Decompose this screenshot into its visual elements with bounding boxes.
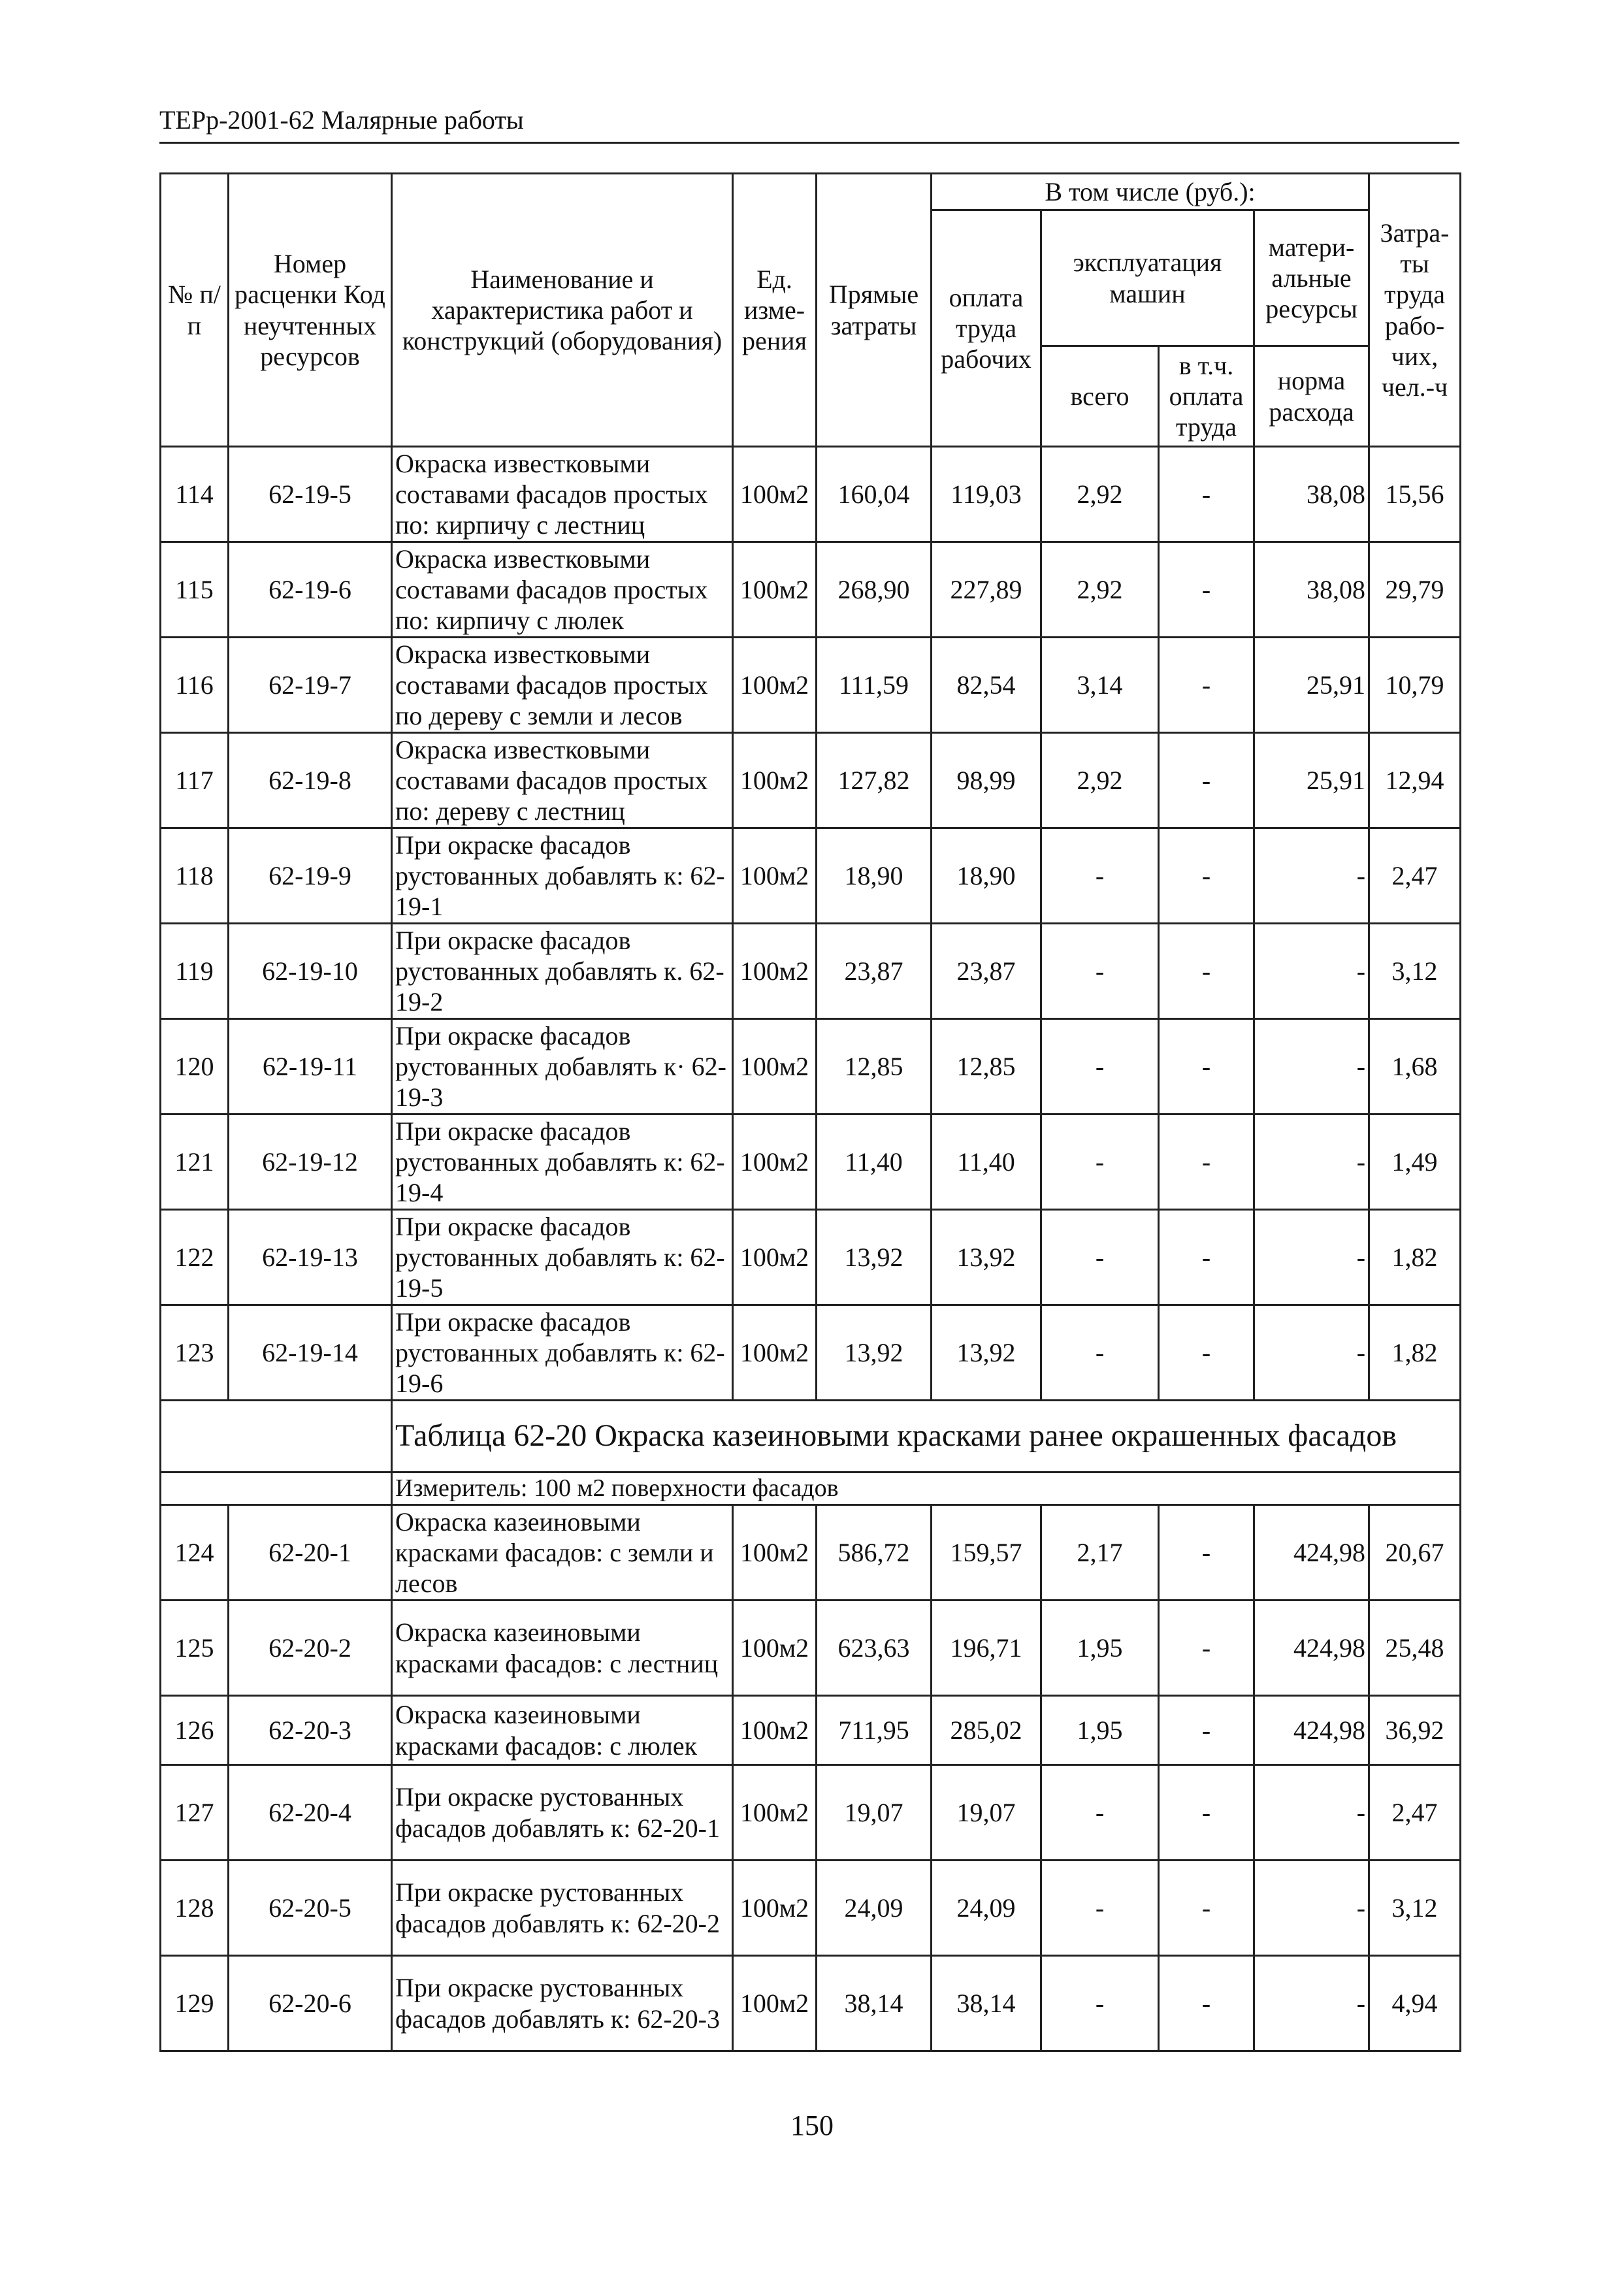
cell-machines-pay: - — [1159, 1505, 1254, 1601]
col-header-name: Наименование и характеристика работ и конструкций (оборудования) — [392, 174, 733, 447]
cell-labor-pay: 23,87 — [932, 924, 1041, 1019]
cell-rate-code: 62-19-11 — [229, 1019, 392, 1114]
cell-labor-hours: 10,79 — [1369, 638, 1461, 733]
cell-work-name: При окраске фасадов рустованных добавлять к: 62-19-4 — [392, 1114, 733, 1210]
cell-unit: 100м2 — [733, 1505, 817, 1601]
section-title: Таблица 62-20 Окраска казеиновыми красками ранее окрашенных фасадов — [392, 1401, 1461, 1472]
cell-labor-hours: 15,56 — [1369, 447, 1461, 542]
cell-labor-hours: 2,47 — [1369, 1765, 1461, 1861]
cell-labor-hours: 1,82 — [1369, 1305, 1461, 1401]
cell-labor-pay: 119,03 — [932, 447, 1041, 542]
table-row — [161, 638, 1461, 733]
cell-materials-norm: 424,98 — [1254, 1696, 1369, 1765]
cell-direct-costs: 19,07 — [817, 1765, 932, 1861]
cell-row-number: 128 — [161, 1861, 229, 1956]
cell-row-number: 122 — [161, 1210, 229, 1305]
cell-machines-pay: - — [1159, 542, 1254, 638]
cell-machines-pay: - — [1159, 1601, 1254, 1696]
cell-labor-pay: 24,09 — [932, 1861, 1041, 1956]
table-row — [161, 447, 1461, 542]
cell-labor-hours: 25,48 — [1369, 1601, 1461, 1696]
cell-materials-norm: - — [1254, 1861, 1369, 1956]
cell-rate-code: 62-19-7 — [229, 638, 392, 733]
cell-unit: 100м2 — [733, 924, 817, 1019]
cell-unit: 100м2 — [733, 1019, 817, 1114]
table-row — [161, 733, 1461, 828]
cell-direct-costs: 13,92 — [817, 1210, 932, 1305]
cell-labor-pay: 227,89 — [932, 542, 1041, 638]
cell-materials-norm: 424,98 — [1254, 1601, 1369, 1696]
cell-unit: 100м2 — [733, 1765, 817, 1861]
cell-unit: 100м2 — [733, 1114, 817, 1210]
cell-labor-hours: 4,94 — [1369, 1956, 1461, 2051]
cell-labor-hours: 29,79 — [1369, 542, 1461, 638]
cell-rate-code: 62-20-1 — [229, 1505, 392, 1601]
col-header-incl: В том числе (руб.): — [932, 174, 1369, 210]
cell-work-name: Окраска казеиновыми красками фасадов: с лестниц — [392, 1601, 733, 1696]
cell-machines-pay: - — [1159, 1956, 1254, 2051]
cell-labor-pay: 19,07 — [932, 1765, 1041, 1861]
table-row — [161, 542, 1461, 638]
cell-machines-total: 2,92 — [1041, 733, 1159, 828]
cell-labor-pay: 38,14 — [932, 1956, 1041, 2051]
cell-direct-costs: 11,40 — [817, 1114, 932, 1210]
cell-rate-code: 62-19-6 — [229, 542, 392, 638]
cell-machines-total: - — [1041, 1210, 1159, 1305]
cell-labor-pay: 285,02 — [932, 1696, 1041, 1765]
table-header — [161, 174, 1461, 447]
page-number: 150 — [790, 2109, 834, 2141]
cell-unit: 100м2 — [733, 1601, 817, 1696]
cell-work-name: При окраске фасадов рустованных добавлять к: 62-19-6 — [392, 1305, 733, 1401]
cell-unit: 100м2 — [733, 1210, 817, 1305]
cell-rate-code: 62-19-14 — [229, 1305, 392, 1401]
cell-machines-total: 2,92 — [1041, 542, 1159, 638]
cell-unit: 100м2 — [733, 1956, 817, 2051]
cell-materials-norm: - — [1254, 1305, 1369, 1401]
cell-unit: 100м2 — [733, 1305, 817, 1401]
cell-work-name: Окраска казеиновыми красками фасадов: с земли и лесов — [392, 1505, 733, 1601]
cell-machines-total: 1,95 — [1041, 1696, 1159, 1765]
cell-direct-costs: 24,09 — [817, 1861, 932, 1956]
cell-machines-total: 2,17 — [1041, 1505, 1159, 1601]
cell-labor-pay: 11,40 — [932, 1114, 1041, 1210]
col-header-norm: норма расхода — [1254, 346, 1369, 447]
table-row — [161, 1114, 1461, 1210]
cell-unit: 100м2 — [733, 733, 817, 828]
cell-row-number: 117 — [161, 733, 229, 828]
cell-materials-norm: - — [1254, 1210, 1369, 1305]
cell-machines-pay: - — [1159, 924, 1254, 1019]
cell-machines-pay: - — [1159, 1019, 1254, 1114]
cell-machines-pay: - — [1159, 733, 1254, 828]
cell-labor-hours: 12,94 — [1369, 733, 1461, 828]
cell-labor-hours: 1,82 — [1369, 1210, 1461, 1305]
cell-direct-costs: 268,90 — [817, 542, 932, 638]
cell-machines-total: 3,14 — [1041, 638, 1159, 733]
cell-row-number: 129 — [161, 1956, 229, 2051]
cell-machines-pay: - — [1159, 828, 1254, 924]
cell-labor-pay: 196,71 — [932, 1601, 1041, 1696]
cell-machines-total: - — [1041, 1765, 1159, 1861]
cell-labor-hours: 3,12 — [1369, 1861, 1461, 1956]
cell-unit: 100м2 — [733, 828, 817, 924]
col-header-pay: оплата труда рабочих — [932, 210, 1041, 447]
cell-work-name: При окраске фасадов рустованных добавлять к· 62-19-3 — [392, 1019, 733, 1114]
cell-materials-norm: 38,08 — [1254, 542, 1369, 638]
cell-row-number: 115 — [161, 542, 229, 638]
col-header-machines-total: всего — [1041, 346, 1159, 447]
cell-machines-total: 2,92 — [1041, 447, 1159, 542]
cell-rate-code: 62-20-5 — [229, 1861, 392, 1956]
cell-rate-code: 62-19-10 — [229, 924, 392, 1019]
cell-row-number: 124 — [161, 1505, 229, 1601]
cell-machines-total: - — [1041, 1861, 1159, 1956]
cell-labor-pay: 13,92 — [932, 1305, 1041, 1401]
cell-direct-costs: 127,82 — [817, 733, 932, 828]
cell-work-name: Окраска известковыми составами фасадов простых по: кирпичу с лестниц — [392, 447, 733, 542]
cell-labor-hours: 2,47 — [1369, 828, 1461, 924]
cell-work-name: Окраска известковыми составами фасадов простых по: дереву с лестниц — [392, 733, 733, 828]
cell-unit: 100м2 — [733, 1696, 817, 1765]
cell-rate-code: 62-20-2 — [229, 1601, 392, 1696]
col-header-unit: Ед. изме-рения — [733, 174, 817, 447]
cell-direct-costs: 111,59 — [817, 638, 932, 733]
cell-row-number: 120 — [161, 1019, 229, 1114]
section-measure: Измеритель: 100 м2 поверхности фасадов — [392, 1472, 1461, 1505]
cell-unit: 100м2 — [733, 447, 817, 542]
table-row — [161, 1696, 1461, 1765]
cell-rate-code: 62-20-3 — [229, 1696, 392, 1765]
table-row — [161, 1956, 1461, 2051]
cell-direct-costs: 13,92 — [817, 1305, 932, 1401]
cell-direct-costs: 623,63 — [817, 1601, 932, 1696]
cell-row-number: 125 — [161, 1601, 229, 1696]
cell-row-number: 127 — [161, 1765, 229, 1861]
cell-machines-total: - — [1041, 1305, 1159, 1401]
cell-machines-total: - — [1041, 1956, 1159, 2051]
table-row — [161, 1305, 1461, 1401]
cell-machines-pay: - — [1159, 1210, 1254, 1305]
col-header-materials: матери-альные ресурсы — [1254, 210, 1369, 346]
cell-machines-pay: - — [1159, 1696, 1254, 1765]
section-blank-cell — [161, 1472, 392, 1505]
cell-materials-norm: - — [1254, 1956, 1369, 2051]
cell-row-number: 118 — [161, 828, 229, 924]
cell-labor-hours: 20,67 — [1369, 1505, 1461, 1601]
cell-unit: 100м2 — [733, 1861, 817, 1956]
cell-machines-pay: - — [1159, 1861, 1254, 1956]
table-row — [161, 828, 1461, 924]
cell-work-name: Окраска известковыми составами фасадов простых по дереву с земли и лесов — [392, 638, 733, 733]
cell-row-number: 126 — [161, 1696, 229, 1765]
col-header-labor: Затра-ты труда рабо-чих, чел.-ч — [1369, 174, 1461, 447]
cell-materials-norm: - — [1254, 1765, 1369, 1861]
cell-labor-pay: 13,92 — [932, 1210, 1041, 1305]
col-header-direct: Прямые затраты — [817, 174, 932, 447]
cell-unit: 100м2 — [733, 542, 817, 638]
cell-machines-total: - — [1041, 1114, 1159, 1210]
cell-materials-norm: - — [1254, 1114, 1369, 1210]
table-row — [161, 924, 1461, 1019]
table-row — [161, 1019, 1461, 1114]
table-row — [161, 1765, 1461, 1861]
section-blank-cell — [161, 1401, 392, 1472]
table-row — [161, 1861, 1461, 1956]
cell-rate-code: 62-20-6 — [229, 1956, 392, 2051]
cell-labor-pay: 159,57 — [932, 1505, 1041, 1601]
cell-direct-costs: 23,87 — [817, 924, 932, 1019]
cell-materials-norm: - — [1254, 1019, 1369, 1114]
cell-rate-code: 62-19-13 — [229, 1210, 392, 1305]
cell-work-name: При окраске фасадов рустованных добавлять к: 62-19-5 — [392, 1210, 733, 1305]
cell-work-name: При окраске рустованных фасадов добавлять к: 62-20-2 — [392, 1861, 733, 1956]
cell-rate-code: 62-19-12 — [229, 1114, 392, 1210]
section-62-20 — [161, 1401, 1461, 1505]
cell-machines-pay: - — [1159, 1305, 1254, 1401]
cell-direct-costs: 18,90 — [817, 828, 932, 924]
col-header-code: Номер расценки Код неучтенных ресурсов — [229, 174, 392, 447]
cell-labor-pay: 12,85 — [932, 1019, 1041, 1114]
cell-machines-pay: - — [1159, 1765, 1254, 1861]
cell-direct-costs: 38,14 — [817, 1956, 932, 2051]
cell-work-name: При окраске рустованных фасадов добавлять к: 62-20-3 — [392, 1956, 733, 2051]
cell-machines-pay: - — [1159, 638, 1254, 733]
cell-rate-code: 62-19-9 — [229, 828, 392, 924]
cell-work-name: Окраска казеиновыми красками фасадов: с люлек — [392, 1696, 733, 1765]
cell-labor-hours: 36,92 — [1369, 1696, 1461, 1765]
cell-materials-norm: 38,08 — [1254, 447, 1369, 542]
table-row — [161, 1601, 1461, 1696]
page-header-title: ТЕРр-2001-62 Малярные работы — [159, 105, 1459, 144]
cell-machines-pay: - — [1159, 447, 1254, 542]
cell-unit: 100м2 — [733, 638, 817, 733]
cell-machines-pay: - — [1159, 1114, 1254, 1210]
cell-materials-norm: - — [1254, 828, 1369, 924]
cell-work-name: При окраске фасадов рустованных добавлять к. 62-19-2 — [392, 924, 733, 1019]
cell-machines-total: - — [1041, 828, 1159, 924]
table-body-62-20 — [161, 1505, 1461, 2051]
cell-direct-costs: 12,85 — [817, 1019, 932, 1114]
cell-machines-total: - — [1041, 924, 1159, 1019]
cell-materials-norm: 424,98 — [1254, 1505, 1369, 1601]
cell-work-name: Окраска известковыми составами фасадов простых по: кирпичу с люлек — [392, 542, 733, 638]
cell-machines-total: - — [1041, 1019, 1159, 1114]
cell-rate-code: 62-19-5 — [229, 447, 392, 542]
cell-materials-norm: - — [1254, 924, 1369, 1019]
cell-direct-costs: 160,04 — [817, 447, 932, 542]
table-row — [161, 1210, 1461, 1305]
cell-rate-code: 62-20-4 — [229, 1765, 392, 1861]
cell-direct-costs: 586,72 — [817, 1505, 932, 1601]
cell-machines-total: 1,95 — [1041, 1601, 1159, 1696]
col-header-machines-incl: в т.ч. оплата труда — [1159, 346, 1254, 447]
table-body-62-19 — [161, 447, 1461, 1401]
cell-row-number: 116 — [161, 638, 229, 733]
col-header-num: № п/п — [161, 174, 229, 447]
cell-row-number: 114 — [161, 447, 229, 542]
cell-labor-hours: 1,49 — [1369, 1114, 1461, 1210]
cell-labor-pay: 82,54 — [932, 638, 1041, 733]
cell-work-name: При окраске фасадов рустованных добавлять к: 62-19-1 — [392, 828, 733, 924]
cell-rate-code: 62-19-8 — [229, 733, 392, 828]
cell-row-number: 123 — [161, 1305, 229, 1401]
rates-table — [159, 172, 1461, 2052]
table-row — [161, 1505, 1461, 1601]
cell-direct-costs: 711,95 — [817, 1696, 932, 1765]
cell-labor-pay: 18,90 — [932, 828, 1041, 924]
cell-work-name: При окраске рустованных фасадов добавлять к: 62-20-1 — [392, 1765, 733, 1861]
cell-materials-norm: 25,91 — [1254, 638, 1369, 733]
cell-row-number: 121 — [161, 1114, 229, 1210]
cell-labor-hours: 1,68 — [1369, 1019, 1461, 1114]
cell-row-number: 119 — [161, 924, 229, 1019]
col-header-machines: эксплуатация машин — [1041, 210, 1254, 346]
cell-materials-norm: 25,91 — [1254, 733, 1369, 828]
cell-labor-pay: 98,99 — [932, 733, 1041, 828]
cell-labor-hours: 3,12 — [1369, 924, 1461, 1019]
